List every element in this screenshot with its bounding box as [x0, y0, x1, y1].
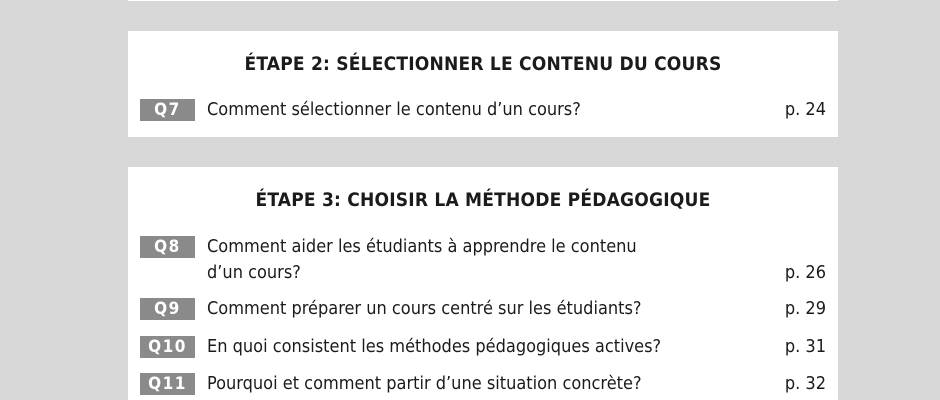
page-reference: p. 32 — [784, 373, 826, 394]
question-number-badge: Q9 — [140, 298, 195, 320]
stage-3-panel — [128, 167, 838, 400]
question-text-line-1: Comment aider les étudiants à apprendre le contenu — [207, 236, 637, 257]
previous-stage-panel — [128, 0, 838, 1]
question-number-badge: Q7 — [140, 99, 195, 121]
question-q8[interactable] — [140, 234, 826, 286]
question-text: Pourquoi et comment partir d’une situation concrète? — [207, 373, 642, 394]
question-number-badge: Q10 — [140, 336, 195, 358]
page-reference: p. 26 — [784, 262, 826, 283]
stage-3-title: ÉTAPE 3: CHOISIR LA MÉTHODE PÉDAGOGIQUE — [255, 189, 711, 211]
question-text-line-2: d’un cours? — [207, 262, 301, 283]
question-text: En quoi consistent les méthodes pédagogiques actives? — [207, 336, 662, 357]
page-reference: p. 24 — [784, 99, 826, 120]
question-text: Comment préparer un cours centré sur les étudiants? — [207, 298, 642, 319]
stage-2-panel — [128, 31, 838, 137]
question-text: Comment sélectionner le contenu d’un cours? — [207, 99, 581, 120]
question-number-badge: Q8 — [140, 236, 195, 258]
question-number-badge: Q11 — [140, 373, 195, 395]
stage-2-title: ÉTAPE 2: SÉLECTIONNER LE CONTENU DU COURS — [244, 53, 722, 75]
page-reference: p. 31 — [784, 336, 826, 357]
page-reference: p. 29 — [784, 298, 826, 319]
